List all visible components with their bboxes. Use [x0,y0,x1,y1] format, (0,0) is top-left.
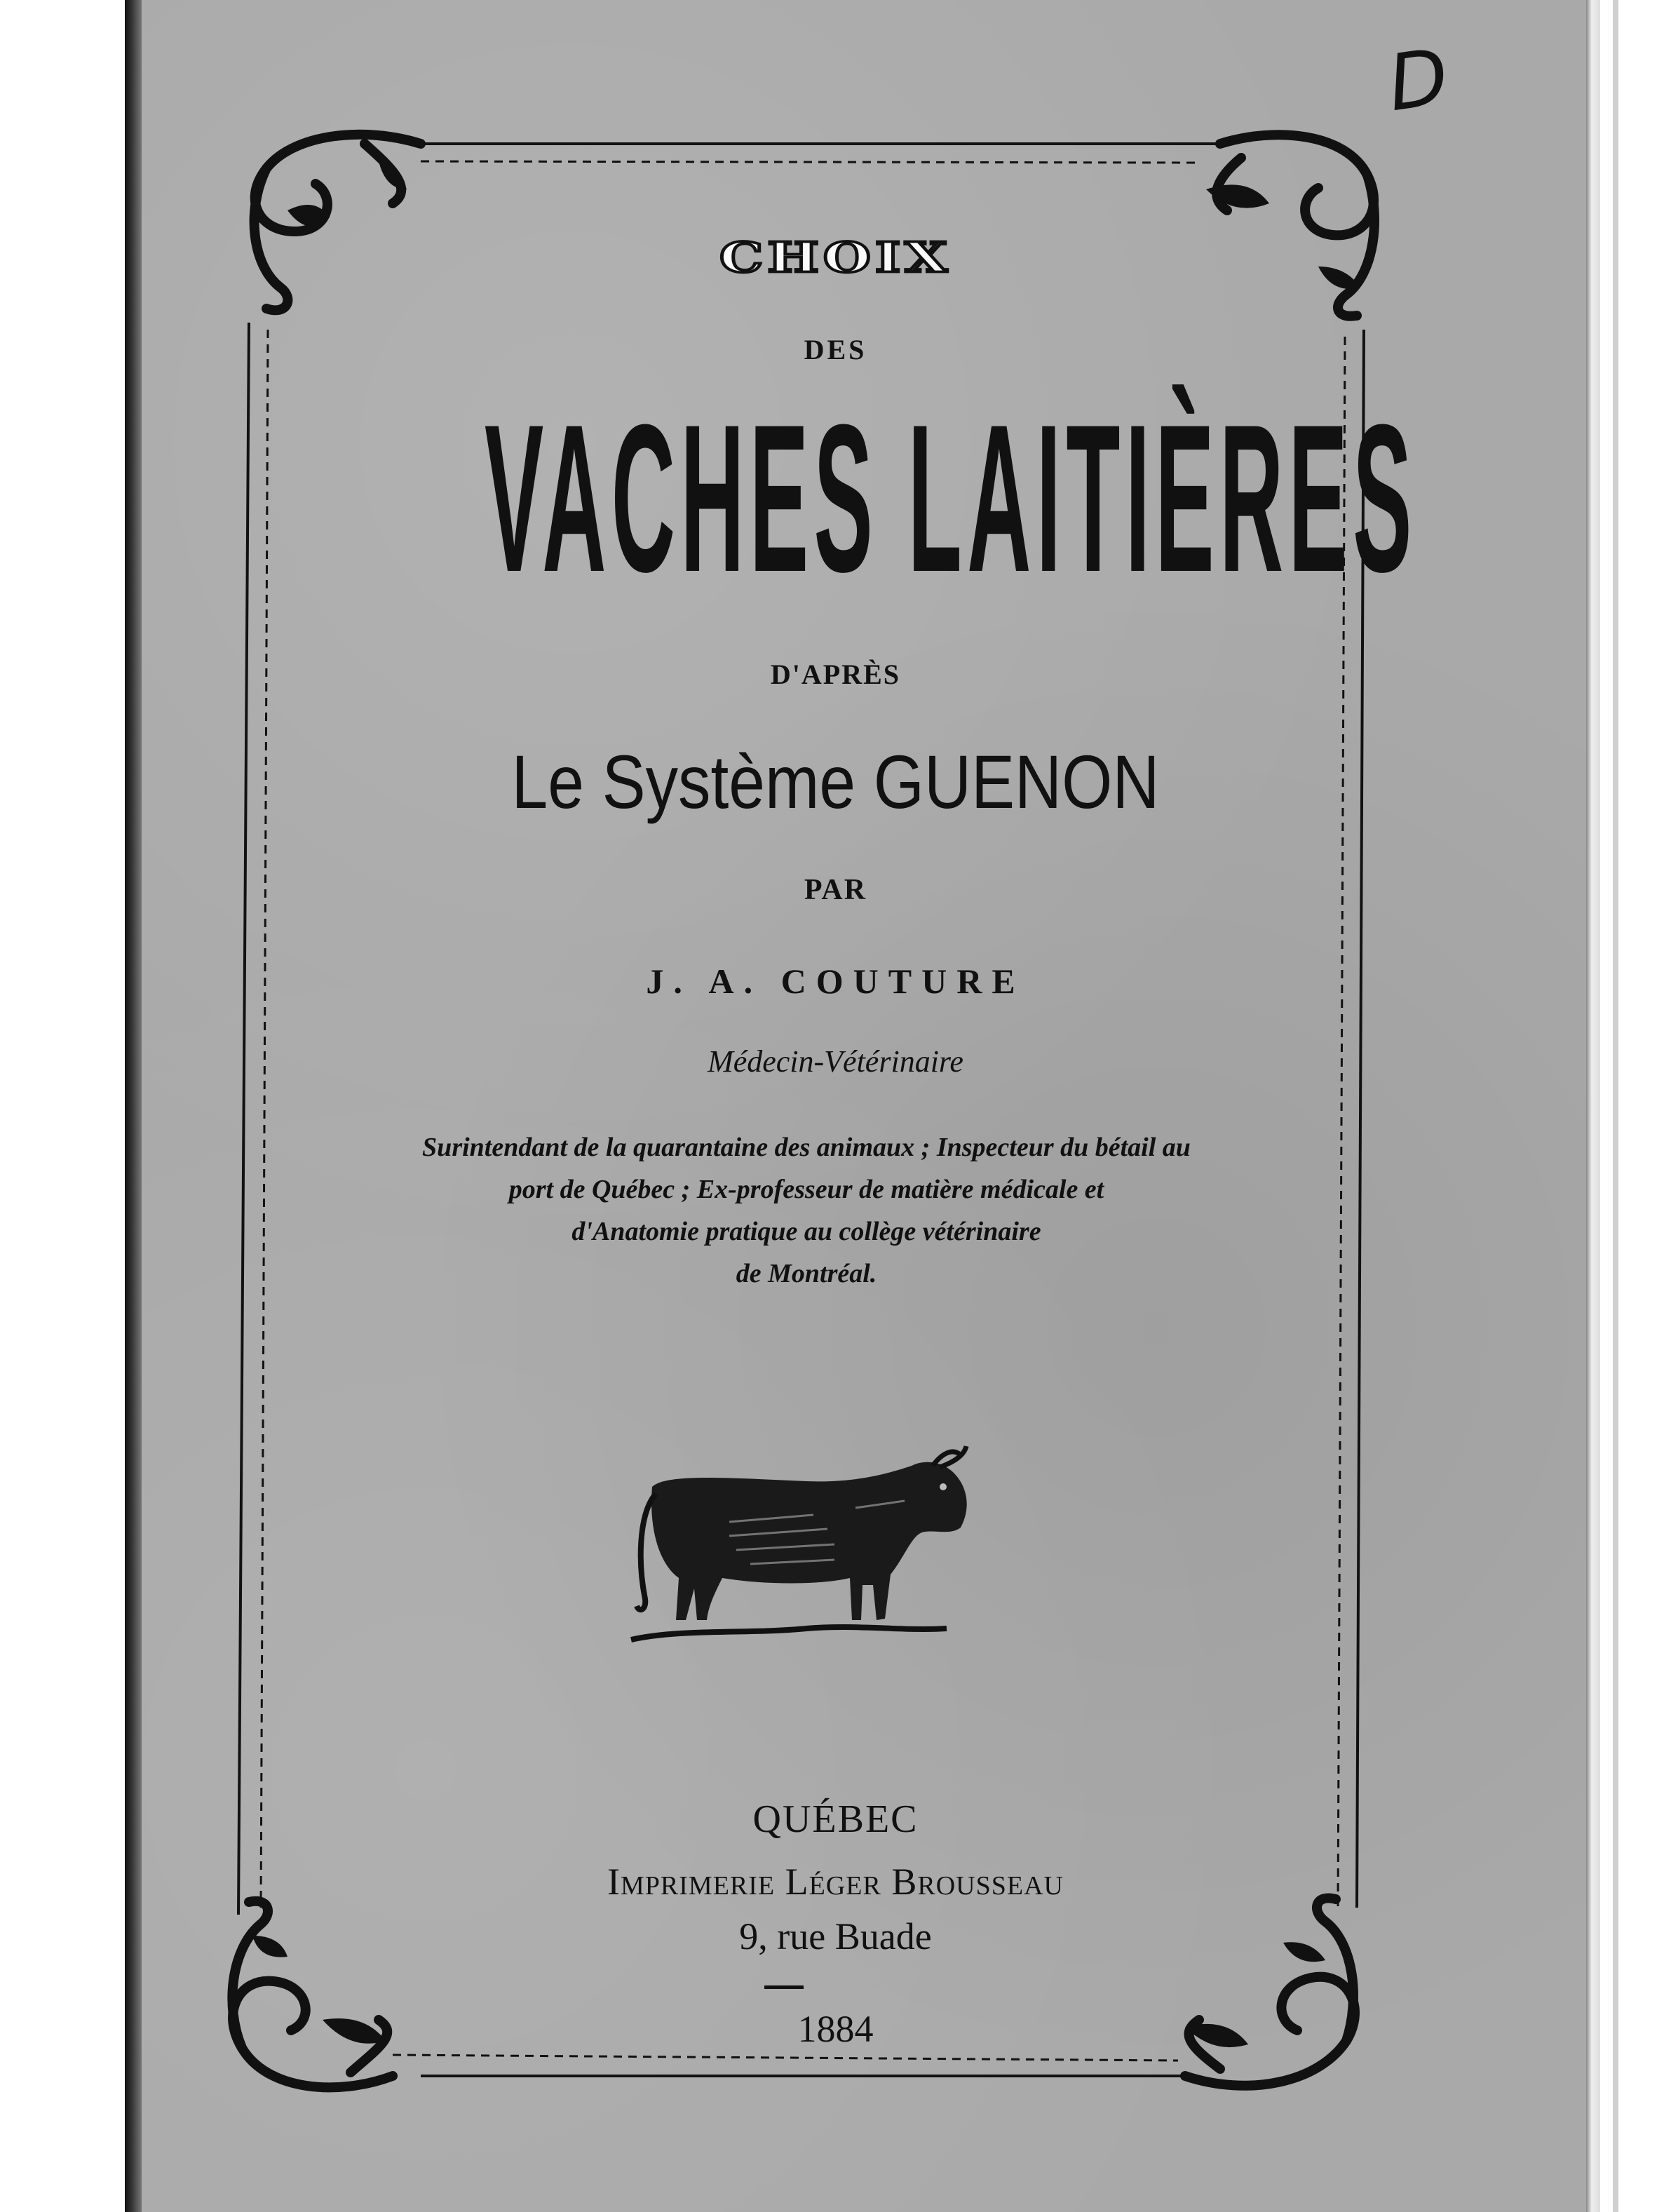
cow-engraving-icon [624,1445,989,1655]
author-credentials [280,1126,1332,1295]
corner-ornament-top-left [255,135,421,310]
title-par: PAR [804,874,867,906]
credentials-line: d'Anatomie pratique au collège vétérinaire [571,1217,1041,1246]
author-name: J. A. COUTURE [646,962,1025,1001]
corner-ornament-top-right [1217,135,1374,316]
credentials-line: de Montréal. [736,1259,877,1288]
publication-year: 1884 [797,2008,874,2050]
title-dapres: D'APRÈS [770,659,901,690]
title-choix: CHOIX [719,234,952,282]
credentials-line: port de Québec ; Ex-professeur de matière médicale et [508,1175,1104,1204]
title-des: DES [804,334,867,365]
handwritten-mark: D [1382,31,1454,129]
publisher-city: QUÉBEC [752,1798,919,1841]
publisher-address: 9, rue Buade [739,1915,932,1957]
publisher-printer: Imprimerie Léger Brousseau [607,1861,1064,1903]
title-main: VACHES LAITIÈRES [485,380,1417,616]
divider [764,1985,804,1989]
author-title: Médecin-Vétérinaire [708,1044,963,1079]
corner-ornament-top-left-fill [287,161,407,227]
credentials-line: Surintendant de la quarantaine des animaux ; Inspecteur du bétail au [422,1133,1191,1162]
title-systeme: Le Système GUENON [511,739,1160,824]
